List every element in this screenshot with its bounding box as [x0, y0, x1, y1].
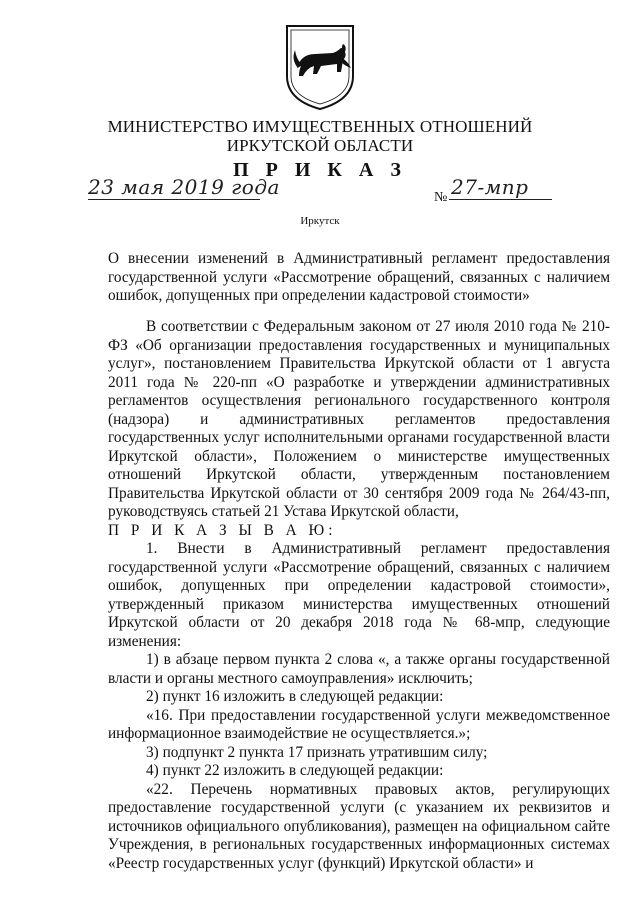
quote-16-paragraph: «16. При предоставлении государственной услуги межведомственное информационное взаимодействие не осуществляется.»; — [108, 706, 610, 742]
subitem-3-paragraph: 3) подпункт 2 пункта 17 признать утратившим силу; — [146, 743, 488, 761]
number-underline — [449, 199, 552, 200]
coat-of-arms-icon — [281, 20, 359, 112]
document-type-title: П Р И К А З — [233, 159, 407, 181]
subitem-4-paragraph: 4) пункт 22 изложить в следующей редакции: — [146, 762, 444, 779]
quote-22-paragraph: «22. Перечень нормативных правовых актов, регулирующих предоставление государственной услуги (с указанием их реквизитов и источников официального опубликования), размещен на официальном сайте Учреждения, в региональных государственных информационных системах «Реестр государственных услуг (функций) Иркутской области» и — [108, 780, 610, 872]
city-label: Иркутск — [300, 215, 340, 227]
document-body — [108, 318, 610, 873]
order-word: П Р И К А З Ы В А Ю: — [108, 521, 337, 539]
number-sign: № — [434, 190, 448, 205]
ministry-name-line1: МИНИСТЕРСТВО ИМУЩЕСТВЕННЫХ ОТНОШЕНИЙ — [107, 117, 533, 136]
ministry-name-line2: ИРКУТСКОЙ ОБЛАСТИ — [226, 136, 414, 155]
subitem-1-paragraph: 1) в абзаце первом пункта 2 слова «, а также органы государственной власти и органы местного самоуправления» исключить; — [108, 651, 610, 687]
handwritten-date: 23 мая 2019 года — [88, 175, 280, 199]
document-subject: О внесении изменений в Административный регламент предоставления государственной услуги «Рассмотрение обращений, связанных с наличием ошибок, допущенных при определении кадастровой стоимости» — [108, 250, 610, 304]
subitem-2-paragraph: 2) пункт 16 изложить в следующей редакции: — [146, 688, 444, 705]
date-underline — [88, 199, 260, 200]
handwritten-number: 27-мпр — [451, 175, 529, 199]
preamble-paragraph: В соответствии с Федеральным законом от 27 июля 2010 года № 210-ФЗ «Об организации предоставления государственных и муниципальных услуг», постановлением Правительства Иркутской области от 1 августа 2011 года № 220-пп «О разработке и утверждении административных регламентов осуществления регионального государственного контроля (надзора) и административных регламентов предоставления государственных услуг исполнительными органами государственной власти Иркутской области», Положением о министерстве имущественных отношений Иркутской области, утвержденным постановлением Правительства Иркутской области от 30 сентября 2009 года № 264/43-пп, руководствуясь статьей 21 Устава Иркутской области, — [108, 318, 610, 520]
item-1-paragraph: 1. Внести в Административный регламент предоставления государственной услуги «Рассмотрение обращений, связанных с наличием ошибок, допущенных при определении кадастровой стоимости», утвержденный приказом министерства имущественных отношений Иркутской области от 20 декабря 2018 года № 68-мпр, следующие изменения: — [108, 540, 610, 650]
